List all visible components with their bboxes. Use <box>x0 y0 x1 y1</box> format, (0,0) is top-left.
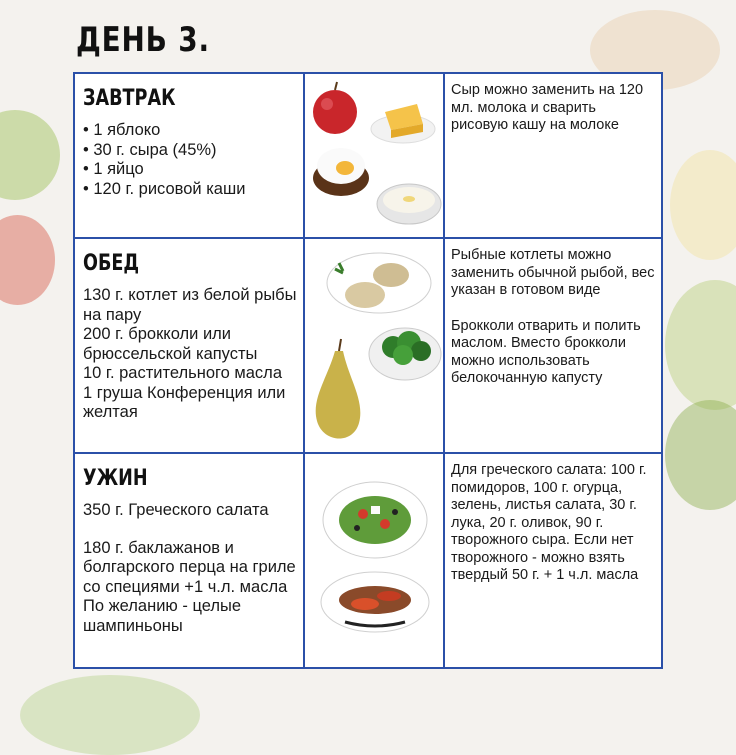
broccoli-bowl-icon <box>369 328 441 380</box>
lunch-items-cell <box>75 239 305 454</box>
meal-name-breakfast: ЗАВТРАК <box>83 86 176 111</box>
egg-icon <box>313 148 369 196</box>
background-greens-decoration <box>20 675 200 755</box>
apple-icon <box>313 82 357 134</box>
breakfast-items <box>83 121 303 199</box>
breakfast-note <box>445 74 661 135</box>
breakfast-image-cell <box>305 74 445 239</box>
lunch-note-cell <box>445 239 661 454</box>
meal-plan-table <box>73 72 663 669</box>
background-tomato-decoration <box>0 215 55 305</box>
note-paragraph: Для греческого салата: 100 г. помидоров, 100 г. огурца, зелень, листья салата, 30 г. лука, 20 г. оливок, 90 г. творожного сыра. Если нет творожного - можно взять твердый 50 г. + 1 ч.л. масла <box>451 462 651 583</box>
dinner-note-cell <box>445 454 661 667</box>
note-paragraph: Рыбные котлеты можно заменить обычной рыбой, вес указан в готовом виде <box>451 247 659 298</box>
background-avocado-decoration <box>665 280 736 410</box>
pear-icon <box>316 339 361 439</box>
breakfast-note-cell <box>445 74 661 239</box>
list-item: 350 г. Греческого салата <box>83 501 269 519</box>
breakfast-items-cell <box>75 74 305 239</box>
meal-name-lunch: ОБЕД <box>83 251 140 276</box>
meal-name-dinner: УЖИН <box>83 466 148 491</box>
greek-salad-icon <box>323 482 427 558</box>
list-item: 1 груша Конференция или желтая <box>83 383 290 421</box>
lunch-note <box>445 239 661 388</box>
background-banana-decoration <box>670 150 736 260</box>
list-item: • 1 яблоко <box>83 121 161 139</box>
note-paragraph: Сыр можно заменить на 120 мл. молока и сварить рисовую кашу на молоке <box>451 82 648 133</box>
cheese-icon <box>371 104 435 143</box>
note-paragraph: Брокколи отварить и полить маслом. Вместо брокколи можно использовать белокочанную капусту <box>451 317 645 386</box>
list-item: 10 г. растительного масла <box>83 364 282 382</box>
list-item: • 30 г. сыра (45%) <box>83 140 217 159</box>
dinner-items-cell <box>75 454 305 667</box>
rice-porridge-icon <box>377 184 441 224</box>
background-kiwi-decoration <box>0 110 60 200</box>
grilled-vegetables-icon <box>321 572 429 632</box>
list-item: • 1 яйцо <box>83 160 144 178</box>
list-item: 130 г. котлет из белой рыбы на пару <box>83 286 302 324</box>
dinner-items <box>83 501 303 636</box>
list-item: По желанию - целые шампиньоны <box>83 597 246 635</box>
list-item: 180 г. баклажанов и болгарского перца на гриле со специями +1 ч.л. масла <box>83 538 301 596</box>
dinner-note <box>445 454 661 585</box>
fish-cutlets-icon <box>327 253 431 313</box>
list-item: • 120 г. рисовой каши <box>83 179 246 198</box>
dinner-image-cell <box>305 454 445 667</box>
lunch-image-cell <box>305 239 445 454</box>
list-item: 200 г. брокколи или брюссельской капусты <box>83 325 258 363</box>
lunch-items <box>83 286 303 423</box>
background-avocado-decoration-2 <box>665 400 736 510</box>
list-spacer <box>83 521 303 539</box>
page-title: ДЕНЬ 3. <box>76 20 210 60</box>
